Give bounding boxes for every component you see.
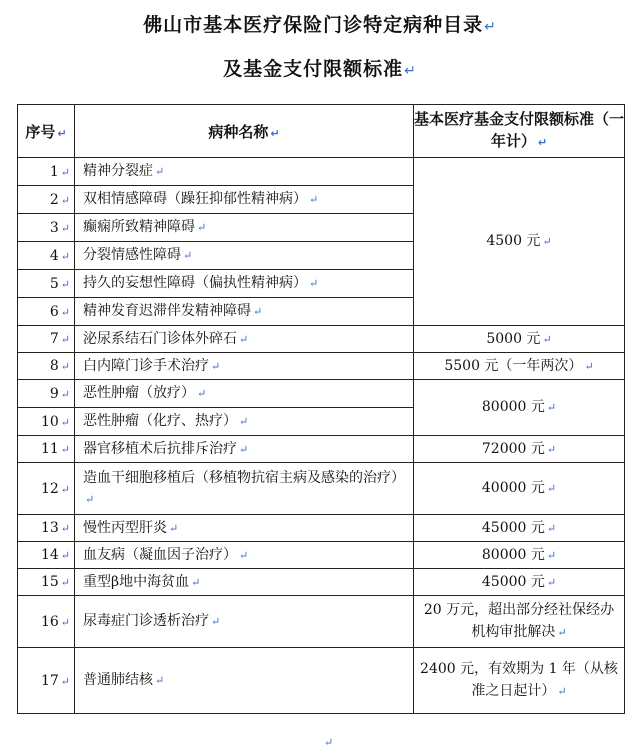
title-line2-text: 及基金支付限额标准 (223, 58, 404, 80)
paragraph-mark-icon: ↵ (60, 549, 70, 562)
row-standard: 80000 元 ↵ (414, 380, 625, 436)
row-no: 2 ↵ (18, 186, 75, 214)
row-name: 造血干细胞移植后（移植物抗宿主病及感染的治疗）↵ (75, 463, 414, 515)
paragraph-mark-icon: ↵ (309, 277, 319, 290)
row-no: 13 ↵ (18, 515, 75, 542)
row-name: 持久的妄想性障碍（偏执性精神病） ↵ (75, 270, 414, 298)
paragraph-mark-icon: ↵ (537, 136, 548, 149)
row-name: 尿毒症门诊透析治疗 ↵ (75, 596, 414, 648)
paragraph-mark-icon: ↵ (253, 305, 263, 318)
header-name: 病种名称 ↵ (75, 105, 414, 158)
paragraph-mark-icon: ↵ (85, 492, 95, 506)
paragraph-mark-icon: ↵ (60, 165, 70, 179)
title-line1-text: 佛山市基本医疗保险门诊特定病种目录 (143, 14, 484, 36)
paragraph-mark-icon: ↵ (60, 333, 70, 346)
row-no: 14 ↵ (18, 542, 75, 569)
paragraph-mark-icon: ↵ (546, 401, 557, 414)
row-standard: 2400 元，有效期为 1 年（从核准之日起计） ↵ (414, 648, 625, 714)
paragraph-mark-icon: ↵ (546, 482, 557, 495)
row-no: 10 ↵ (18, 408, 75, 436)
row-name: 恶性肿瘤（化疗、热疗） ↵ (75, 408, 414, 436)
paragraph-mark-icon: ↵ (60, 443, 70, 456)
row-standard: 20 万元，超出部分经社保经办机构审批解决 ↵ (414, 596, 625, 648)
paragraph-mark-icon: ↵ (183, 249, 193, 262)
row-no: 8 ↵ (18, 353, 75, 380)
row-name: 重型β地中海贫血 ↵ (75, 569, 414, 596)
paragraph-mark-icon: ↵ (546, 521, 557, 535)
paragraph-mark-icon: ↵ (60, 522, 70, 535)
table-row (18, 353, 625, 380)
paragraph-mark-icon: ↵ (191, 575, 201, 589)
disease-table (17, 104, 625, 714)
paragraph-mark-icon: ↵ (155, 165, 165, 178)
row-name: 普通肺结核 ↵ (75, 648, 414, 714)
row-no: 6 ↵ (18, 298, 75, 326)
paragraph-mark-icon: ↵ (60, 576, 70, 589)
paragraph-mark-icon: ↵ (542, 332, 552, 346)
row-name: 分裂情感性障碍 ↵ (75, 242, 414, 270)
row-no: 16 ↵ (18, 596, 75, 648)
row-name: 双相情感障碍（躁狂抑郁性精神病） ↵ (75, 186, 414, 214)
row-standard: 45000 元 ↵ (414, 515, 625, 542)
row-name: 精神发育迟滞伴发精神障碍 ↵ (75, 298, 414, 326)
paragraph-mark-icon: ↵ (546, 548, 557, 562)
paragraph-mark-icon: ↵ (197, 387, 207, 400)
paragraph-mark-icon: ↵ (484, 19, 497, 35)
row-standard: 5000 元 ↵ (414, 326, 625, 353)
table-row (18, 463, 625, 515)
row-no: 15 ↵ (18, 569, 75, 596)
row-standard: 80000 元 ↵ (414, 542, 625, 569)
paragraph-mark-icon: ↵ (211, 359, 221, 373)
table-row (18, 515, 625, 542)
table-row (18, 542, 625, 569)
paragraph-mark-icon: ↵ (239, 332, 249, 346)
row-no: 12 ↵ (18, 463, 75, 515)
row-name: 精神分裂症 ↵ (75, 158, 414, 186)
paragraph-mark-icon: ↵ (542, 235, 552, 248)
document-title-line2 (0, 54, 640, 81)
paragraph-mark-icon: ↵ (60, 415, 70, 429)
table-row (18, 326, 625, 353)
row-no: 4 ↵ (18, 242, 75, 270)
row-no: 11 ↵ (18, 436, 75, 463)
row-name: 慢性丙型肝炎 ↵ (75, 515, 414, 542)
table-row (18, 648, 625, 714)
paragraph-mark-icon: ↵ (60, 221, 70, 235)
paragraph-mark-icon: ↵ (546, 442, 557, 456)
row-name: 泌尿系结石门诊体外碎石 ↵ (75, 326, 414, 353)
row-no: 3 ↵ (18, 214, 75, 242)
paragraph-mark-icon: ↵ (60, 193, 70, 207)
paragraph-mark-icon: ↵ (239, 442, 249, 456)
paragraph-mark-icon: ↵ (60, 674, 70, 688)
paragraph-mark-icon: ↵ (239, 415, 249, 428)
header-standard: 基本医疗基金支付限额标准（一年计） ↵ (414, 105, 625, 158)
paragraph-mark-icon: ↵ (60, 360, 70, 373)
table-row (18, 436, 625, 463)
paragraph-mark-icon: ↵ (60, 249, 70, 263)
header-no: 序号 ↵ (18, 105, 75, 158)
paragraph-mark-icon: ↵ (155, 674, 165, 687)
paragraph-mark-icon: ↵ (404, 63, 417, 79)
row-no: 9 ↵ (18, 380, 75, 408)
document-title-line1 (0, 10, 640, 37)
paragraph-mark-icon: ↵ (60, 387, 70, 401)
table-row (18, 158, 625, 186)
paragraph-mark-icon: ↵ (270, 126, 280, 140)
paragraph-mark-icon: ↵ (60, 615, 70, 629)
paragraph-mark-icon: ↵ (546, 575, 557, 589)
paragraph-mark-icon: ↵ (584, 359, 594, 373)
row-standard: 5500 元（一年两次） ↵ (414, 353, 625, 380)
row-standard: 45000 元 ↵ (414, 569, 625, 596)
table-row (18, 569, 625, 596)
row-standard: 4500 元 ↵ (414, 158, 625, 326)
paragraph-mark-icon: ↵ (60, 305, 70, 319)
row-name: 器官移植术后抗排斥治疗 ↵ (75, 436, 414, 463)
row-name: 白内障门诊手术治疗 ↵ (75, 353, 414, 380)
row-no: 1 ↵ (18, 158, 75, 186)
row-standard: 40000 元 ↵ (414, 463, 625, 515)
row-name: 血友病（凝血因子治疗） ↵ (75, 542, 414, 569)
paragraph-mark-icon: ↵ (309, 193, 319, 206)
row-name: 癫痫所致精神障碍 ↵ (75, 214, 414, 242)
paragraph-mark-icon: ↵ (324, 736, 334, 749)
paragraph-mark-icon: ↵ (57, 126, 67, 140)
table-header-row (18, 105, 625, 158)
row-standard: 72000 元 ↵ (414, 436, 625, 463)
paragraph-mark-icon: ↵ (239, 548, 249, 562)
paragraph-mark-icon: ↵ (60, 277, 70, 291)
paragraph-mark-icon: ↵ (557, 685, 567, 698)
paragraph-mark-icon: ↵ (557, 626, 567, 639)
row-no: 7 ↵ (18, 326, 75, 353)
paragraph-mark-icon: ↵ (211, 615, 221, 628)
paragraph-mark-icon: ↵ (169, 521, 179, 535)
row-name: 恶性肿瘤（放疗） ↵ (75, 380, 414, 408)
table-row (18, 596, 625, 648)
paragraph-mark-icon: ↵ (60, 482, 70, 496)
row-no: 17 ↵ (18, 648, 75, 714)
row-no: 5 ↵ (18, 270, 75, 298)
paragraph-mark-icon: ↵ (197, 221, 207, 234)
table-row (18, 380, 625, 408)
